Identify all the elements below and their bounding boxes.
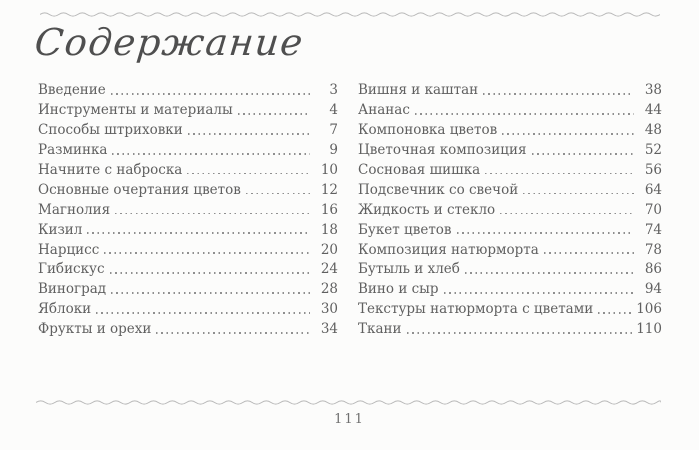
toc-entry-page: 4 — [329, 102, 338, 119]
dot-leader — [96, 312, 310, 314]
toc-entry-page: 7 — [329, 122, 338, 139]
dot-leader — [457, 232, 634, 234]
toc-entry-page: 24 — [320, 261, 338, 278]
toc-entry — [38, 178, 338, 198]
toc-entry-page: 9 — [329, 142, 338, 159]
dot-leader — [115, 213, 310, 215]
dot-leader — [156, 332, 310, 334]
toc-entry-page: 30 — [320, 301, 338, 318]
toc-entry-page: 3 — [329, 82, 338, 99]
toc-entry-page: 28 — [320, 281, 338, 298]
decorative-wavy-line-top — [40, 11, 660, 18]
toc-entry-title: Вино и сыр — [358, 281, 439, 298]
toc-entry-title: Гибискус — [38, 261, 105, 278]
toc-entry-title: Введение — [38, 82, 106, 99]
toc-entry — [38, 119, 338, 139]
toc-entry — [358, 79, 662, 99]
toc-entry — [38, 79, 338, 99]
toc-entry-title: Нарцисс — [38, 241, 100, 258]
decorative-wavy-line-bottom — [36, 399, 661, 406]
toc-entry-page: 20 — [320, 241, 338, 258]
toc-entry-page: 52 — [644, 142, 662, 159]
toc-entry — [358, 119, 662, 139]
toc-entry — [358, 298, 662, 318]
page-number: 111 — [334, 412, 365, 427]
dot-leader — [500, 213, 634, 215]
toc-entry-title: Вишня и каштан — [358, 82, 479, 99]
toc-entry — [38, 278, 338, 298]
dot-leader — [112, 153, 310, 155]
toc-entry-page: 10 — [320, 161, 338, 178]
dot-leader — [485, 173, 634, 175]
toc-entry — [38, 298, 338, 318]
toc-entry-page: 16 — [320, 201, 338, 218]
dot-leader — [187, 173, 310, 175]
dot-leader — [415, 113, 634, 115]
dot-leader — [598, 312, 632, 314]
toc-columns — [38, 79, 662, 338]
toc-entry — [38, 198, 338, 218]
toc-entry-title: Букет цветов — [358, 221, 452, 238]
toc-entry — [38, 159, 338, 179]
toc-column-left — [38, 79, 338, 338]
toc-entry-title: Способы штриховки — [38, 122, 183, 139]
dot-leader — [188, 133, 310, 135]
toc-entry-title: Жидкость и стекло — [358, 201, 496, 218]
toc-column-right — [358, 79, 662, 338]
toc-entry-page: 74 — [644, 221, 662, 238]
toc-entry-title: Композиция натюрморта — [358, 241, 539, 258]
toc-entry-title: Бутыль и хлеб — [358, 261, 460, 278]
toc-entry-page: 44 — [644, 102, 662, 119]
toc-entry — [358, 159, 662, 179]
dot-leader — [523, 193, 634, 195]
toc-entry-title: Кизил — [38, 221, 83, 238]
toc-entry — [38, 318, 338, 338]
toc-entry-title: Магнолия — [38, 201, 111, 218]
toc-entry — [38, 139, 338, 159]
toc-entry-page: 48 — [644, 122, 662, 139]
toc-entry-page: 18 — [320, 221, 338, 238]
dot-leader — [465, 272, 634, 274]
dot-leader — [483, 93, 634, 95]
dot-leader — [246, 193, 310, 195]
dot-leader — [104, 252, 310, 254]
toc-entry — [38, 99, 338, 119]
toc-entry — [358, 139, 662, 159]
toc-entry — [358, 258, 662, 278]
toc-entry-title: Компоновка цветов — [358, 122, 498, 139]
toc-entry — [358, 198, 662, 218]
toc-entry — [358, 238, 662, 258]
dot-leader — [238, 113, 310, 115]
toc-entry-title: Сосновая шишка — [358, 161, 481, 178]
dot-leader — [110, 272, 310, 274]
toc-entry-page: 110 — [636, 321, 662, 338]
toc-entry-title: Цветочная композиция — [358, 142, 527, 159]
toc-entry-page: 70 — [644, 201, 662, 218]
dot-leader — [444, 292, 634, 294]
toc-entry-title: Инструменты и материалы — [38, 102, 233, 119]
toc-entry-title: Основные очертания цветов — [38, 181, 241, 198]
dot-leader — [111, 93, 310, 95]
toc-entry — [38, 258, 338, 278]
toc-entry-page: 78 — [644, 241, 662, 258]
toc-entry — [38, 238, 338, 258]
toc-entry-page: 12 — [320, 181, 338, 198]
dot-leader — [407, 332, 633, 334]
toc-entry-title: Фрукты и орехи — [38, 321, 152, 338]
dot-leader — [532, 153, 635, 155]
dot-leader — [544, 252, 634, 254]
toc-entry-page: 38 — [644, 82, 662, 99]
toc-entry — [358, 99, 662, 119]
dot-leader — [87, 232, 310, 234]
toc-entry-title: Текстуры натюрморта с цветами — [358, 301, 594, 318]
toc-entry — [38, 218, 338, 238]
toc-entry-page: 64 — [644, 181, 662, 198]
toc-entry-title: Начните с наброска — [38, 161, 183, 178]
toc-entry — [358, 218, 662, 238]
toc-entry-title: Ананас — [358, 102, 410, 119]
toc-entry-title: Яблоки — [38, 301, 92, 318]
toc-entry-page: 94 — [644, 281, 662, 298]
toc-entry — [358, 278, 662, 298]
toc-entry-title: Подсвечник со свечой — [358, 181, 519, 198]
toc-entry-page: 106 — [636, 301, 662, 318]
toc-entry-title: Виноград — [38, 281, 107, 298]
dot-leader — [111, 292, 310, 294]
toc-entry-page: 56 — [644, 161, 662, 178]
toc-entry-page: 34 — [320, 321, 338, 338]
page-title: Содержание — [32, 21, 307, 64]
toc-entry-page: 86 — [644, 261, 662, 278]
toc-entry-title: Ткани — [358, 321, 402, 338]
dot-leader — [502, 133, 634, 135]
toc-entry — [358, 318, 662, 338]
toc-entry — [358, 178, 662, 198]
toc-entry-title: Разминка — [38, 142, 108, 159]
